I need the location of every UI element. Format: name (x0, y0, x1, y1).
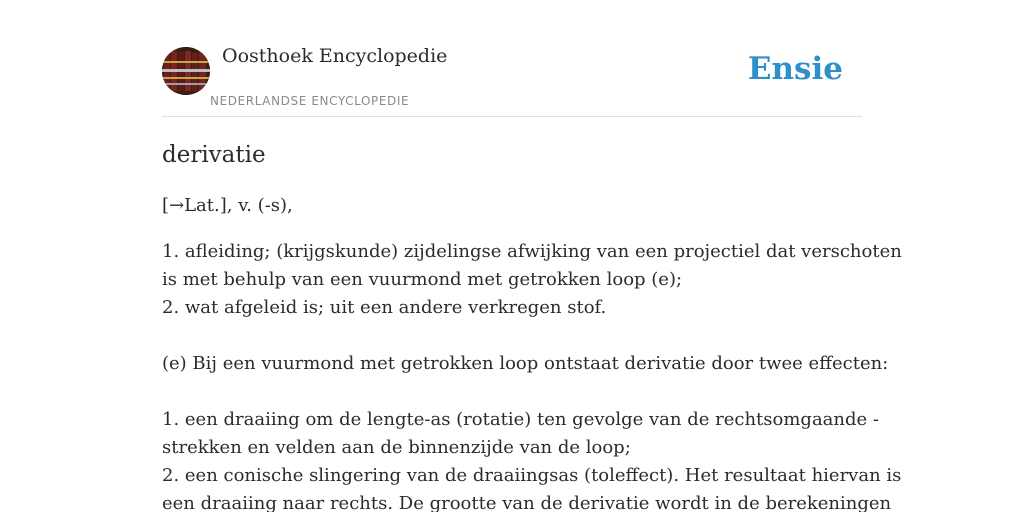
definition-line: 1. afleiding; (krijgskunde) zijdelingse afwijking van een projectiel dat verschoten (162, 241, 902, 262)
definition-line: 2. een conische slingering van de draaiingsas (toleffect). Het resultaat hiervan is (162, 465, 902, 486)
definition-line: 1. een draaiing om de lengte-as (rotatie) ten gevolge van de rechtsomgaande - (162, 409, 879, 430)
site-logo-avatar[interactable] (162, 47, 210, 95)
definition-line: is met behulp van een vuurmond met getrokken loop (e); (162, 269, 683, 290)
paragraph-spacer (162, 322, 862, 350)
encyclopedia-books-icon (162, 47, 210, 95)
site-subtitle: NEDERLANDSE ENCYCLOPEDIE (210, 94, 410, 108)
entry-etymology: [→Lat.], v. (-s), (162, 195, 293, 216)
entry-title: derivatie (162, 142, 266, 168)
site-header (162, 0, 862, 117)
definition-line: (e) Bij een vuurmond met getrokken loop ontstaat derivatie door twee effecten: (162, 353, 889, 374)
entry-content (162, 140, 902, 512)
entry-definition (162, 238, 902, 512)
definition-line: strekken en velden aan de binnenzijde van de loop; (162, 437, 631, 458)
paragraph-spacer (162, 378, 862, 406)
site-title[interactable]: Oosthoek Encyclopedie (222, 45, 448, 67)
brand-logo-link[interactable]: Ensie (747, 51, 843, 87)
definition-line: een draaiing naar rechts. De grootte van de derivatie wordt in de berekeningen (162, 493, 892, 512)
definition-line: 2. wat afgeleid is; uit een andere verkregen stof. (162, 297, 607, 318)
